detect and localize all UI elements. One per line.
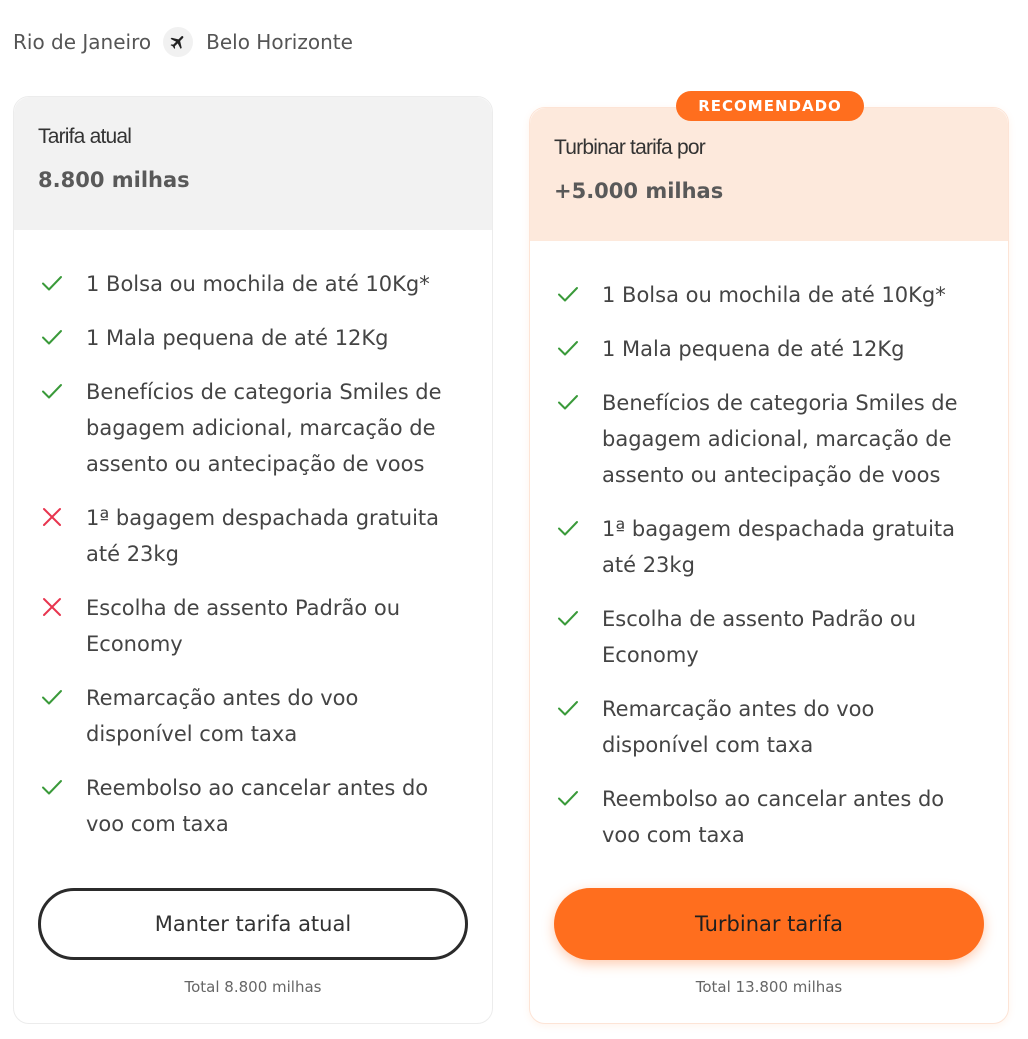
feature-item (556, 331, 984, 367)
current-fare-header (14, 97, 492, 230)
check-icon (556, 282, 580, 306)
check-icon (556, 786, 580, 810)
feature-item (40, 770, 468, 842)
recommended-badge: RECOMENDADO (676, 91, 864, 121)
feature-item (40, 680, 468, 752)
boost-total: Total 13.800 milhas (695, 978, 843, 996)
route-header (13, 26, 353, 58)
feature-item (40, 320, 468, 356)
feature-item (556, 277, 984, 313)
feature-text: Escolha de assento Padrão ou Economy (86, 596, 401, 656)
feature-text: Reembolso ao cancelar antes do voo com taxa (86, 776, 429, 836)
boost-fare-label: Turbinar tarifa por (554, 136, 705, 159)
feature-item (556, 385, 984, 493)
feature-text: Benefícios de categoria Smiles de bagagem adicional, marcação de assento ou antecipação de voos (86, 380, 442, 476)
check-icon (40, 685, 64, 709)
feature-item (40, 500, 468, 572)
check-icon (40, 775, 64, 799)
check-icon (556, 516, 580, 540)
boost-fare-header (530, 108, 1008, 241)
feature-text: 1 Mala pequena de até 12Kg (86, 326, 389, 350)
feature-text: 1ª bagagem despachada gratuita até 23kg (86, 506, 440, 566)
feature-item (556, 691, 984, 763)
check-icon (556, 696, 580, 720)
current-feature-list (14, 230, 492, 842)
feature-text: Remarcação antes do voo disponível com taxa (602, 697, 875, 757)
feature-text: 1 Mala pequena de até 12Kg (602, 337, 905, 361)
feature-text: Escolha de assento Padrão ou Economy (602, 607, 917, 667)
feature-item (40, 590, 468, 662)
current-fare-card (13, 96, 493, 1024)
boost-fare-price: +5.000 milhas (554, 179, 724, 203)
feature-item (40, 266, 468, 302)
boost-feature-list (530, 241, 1008, 853)
feature-item (556, 511, 984, 583)
feature-text: Remarcação antes do voo disponível com taxa (86, 686, 359, 746)
route-origin: Rio de Janeiro (13, 30, 152, 54)
feature-text: 1 Bolsa ou mochila de até 10Kg* (86, 272, 430, 296)
boost-fare-card (529, 97, 1009, 1024)
cross-icon (40, 505, 64, 529)
feature-item (556, 601, 984, 673)
check-icon (40, 271, 64, 295)
boost-fare-button[interactable]: Turbinar tarifa (554, 888, 984, 960)
cross-icon (40, 595, 64, 619)
current-fare-label: Tarifa atual (38, 125, 132, 148)
check-icon (40, 379, 64, 403)
route-destination: Belo Horizonte (206, 30, 353, 54)
current-fare-price: 8.800 milhas (38, 168, 190, 192)
feature-text: 1 Bolsa ou mochila de até 10Kg* (602, 283, 946, 307)
feature-text: Reembolso ao cancelar antes do voo com taxa (602, 787, 945, 847)
keep-fare-button[interactable]: Manter tarifa atual (38, 888, 468, 960)
check-icon (556, 390, 580, 414)
feature-text: 1ª bagagem despachada gratuita até 23kg (602, 517, 956, 577)
check-icon (40, 325, 64, 349)
current-total: Total 8.800 milhas (184, 978, 322, 996)
feature-item (40, 374, 468, 482)
check-icon (556, 606, 580, 630)
feature-text: Benefícios de categoria Smiles de bagagem adicional, marcação de assento ou antecipação de voos (602, 391, 958, 487)
feature-item (556, 781, 984, 853)
check-icon (556, 336, 580, 360)
plane-icon (163, 27, 193, 57)
